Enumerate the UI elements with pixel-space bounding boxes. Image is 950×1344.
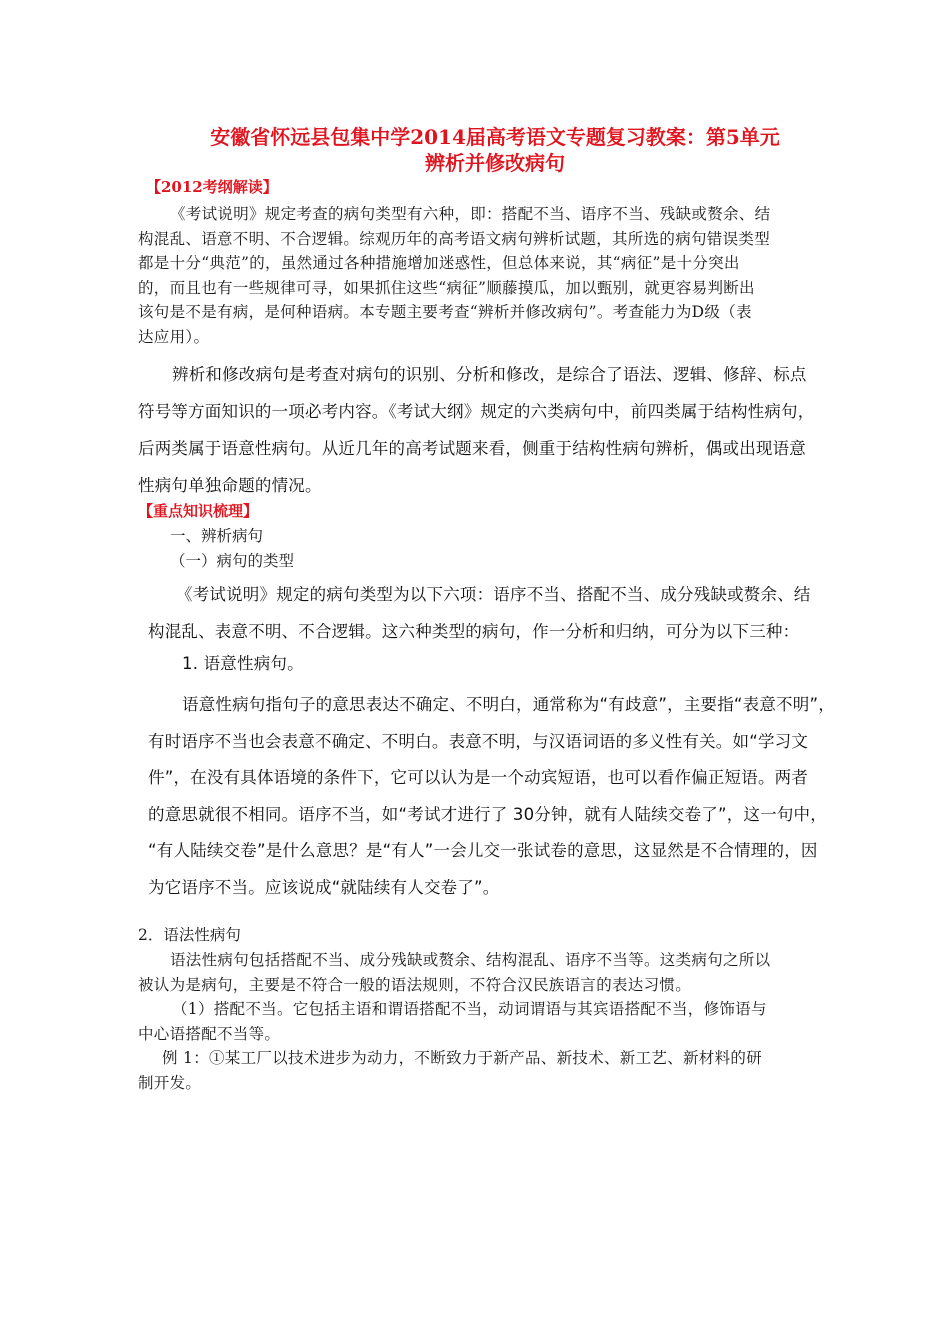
section-heading-key-knowledge: 【重点知识梳理】 (138, 502, 259, 520)
sub1-paragraph (138, 997, 828, 1046)
intro-line: 的，而且也有一些规律可寻，如果抓住这些“病征”顺藤摸瓜，加以甄别，就更容易判断出 (138, 278, 755, 297)
item1-line: 语意性病句指句子的意思表达不确定、不明白，通常称为“有歧意”，主要指“表意不明”， (182, 695, 835, 714)
intro-line: 达应用）。 (138, 327, 210, 346)
intro-line: 《考试说明》规定考查的病句类型有六种，即：搭配不当、语序不当、残缺或赘余、结 (170, 205, 771, 223)
item2-line: 被认为是病句，主要是不符合一般的语法规则，不符合汉民族语言的表达习惯。 (138, 975, 692, 994)
intro-line: 都是十分“典范”的，虽然通过各种措施增加迷惑性，但总体来说，其“病征”是十分突出 (138, 254, 740, 272)
types-paragraph (148, 576, 838, 650)
item2-title: 2．语法性病句 (138, 926, 241, 944)
item2-paragraph (138, 948, 828, 997)
intro-line: 构混乱、语意不明、不合逻辑。综观历年的高考语文病句辨析试题，其所选的病句错误类型 (138, 229, 771, 248)
document-title-line-1: 安徽省怀远县包集中学2014届高考语文专题复习教案：第5单元 (210, 125, 780, 149)
analysis-line: 符号等方面知识的一项必考内容。《考试大纲》规定的六类病句中，前四类属于结构性病句， (138, 402, 815, 421)
sub1-line: 中心语搭配不当等。 (138, 1024, 281, 1043)
intro-paragraph (138, 202, 828, 349)
item1-paragraph (148, 687, 838, 906)
example-line: 例 1：①某工厂以技术进步为动力，不断致力于新产品、新技术、新工艺、新材料的研 (162, 1049, 762, 1067)
example-paragraph (138, 1046, 828, 1095)
types-line: 构混乱、表意不明、不合逻辑。这六种类型的病句，作一分析和归纳，可分为以下三种： (148, 622, 800, 641)
section-heading-syllabus: 【2012考纲解读】 (146, 178, 278, 196)
analysis-paragraph (138, 356, 828, 504)
sub1-line: （1）搭配不当。它包括主语和谓语搭配不当，动词谓语与其宾语搭配不当，修饰语与 (172, 1000, 767, 1018)
intro-line: 该句是不是有病，是何种语病。本专题主要考查“辨析并修改病句”。考查能力为D级（表 (138, 303, 752, 321)
item1-line: 的意思就很不相同。语序不当，如“考试才进行了 30分钟，就有人陆续交卷了”，这一句中， (148, 804, 827, 824)
document-title-line-2: 辨析并修改病句 (425, 151, 565, 175)
outline-level-1: 一、辨析病句 (170, 527, 264, 545)
analysis-line: 性病句单独命题的情况。 (138, 476, 322, 495)
item2-line: 语法性病句包括搭配不当、成分残缺或赘余、结构混乱、语序不当等。这类病句之所以 (170, 951, 771, 969)
item1-line: “有人陆续交卷”是什么意思？是“有人”一会儿交一张试卷的意思，这显然是不合情理的，因 (148, 841, 818, 860)
item1-title: 1. 语意性病句。 (182, 654, 304, 673)
outline-level-2: （一）病句的类型 (170, 552, 295, 570)
types-line: 《考试说明》规定的病句类型为以下六项：语序不当、搭配不当、成分残缺或赘余、结 (176, 585, 811, 604)
analysis-line: 后两类属于语意性病句。从近几年的高考试题来看，侧重于结构性病句辨析，偶或出现语意 (138, 439, 806, 458)
item1-line: 有时语序不当也会表意不确定、不明白。表意不明，与汉语词语的多义性有关。如“学习文 (148, 731, 809, 751)
analysis-line: 辨析和修改病句是考查对病句的识别、分析和修改，是综合了语法、逻辑、修辞、标点 (172, 365, 807, 384)
item1-line: 件”，在没有具体语境的条件下，它可以认为是一个动宾短语，也可以看作偏正短语。两者 (148, 768, 809, 787)
item1-line: 为它语序不当。应该说成“就陆续有人交卷了”。 (148, 877, 500, 897)
example-line: 制开发。 (138, 1073, 202, 1092)
